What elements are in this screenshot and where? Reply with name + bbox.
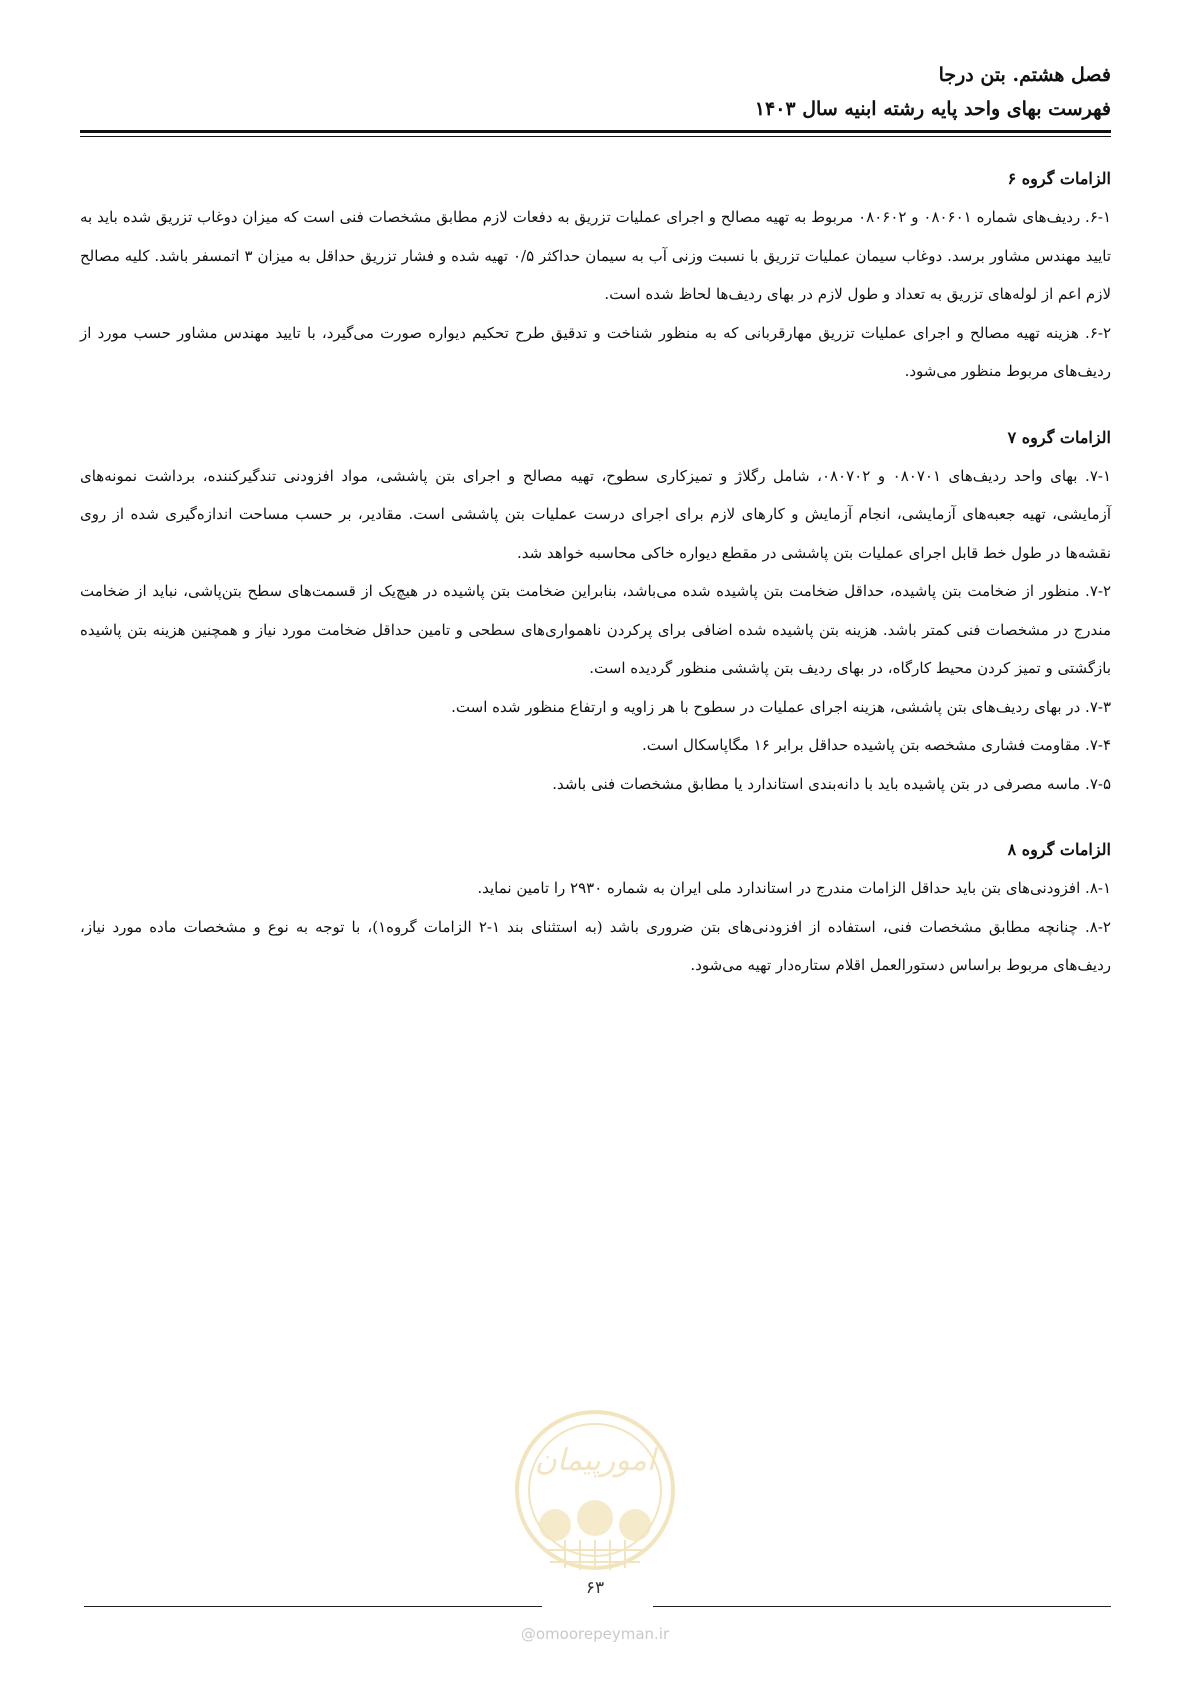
paragraph-8-2: ۸-۲. چنانچه مطابق مشخصات فنی، استفاده از افزودنی‌های بتن ضروری باشد (به استثنای بند ۱-۲ الزامات گروه۱)، با توجه به نوع و مشخصات ماده مورد نیاز، ردیف‌های مربوط براساس دستورالعمل اقلام ستاره‌دار تهیه می‌شود.: [80, 917, 1111, 974]
page-number: ۶۳: [585, 1578, 605, 1598]
paragraph-7-1: ۷-۱. بهای واحد ردیف‌های ۰۸۰۷۰۱ و ۰۸۰۷۰۲، شامل رگلاژ و تمیزکاری سطوح، تهیه مصالح و اجرای بتن پاششی، مواد افزودنی تندگیرکننده، برداشت نمونه‌های آزمایشی، تهیه جعبه‌های آزمایشی، انجام آزمایش و کارهای لازم برای اجرای درست عملیات بتن پاششی است. مقادیر، بر حسب مساحت اندازه‌گیری شده از روی نقشه‌ها در طول خط قابل اجرای عملیات بتن پاششی در مقطع دیواره خاکی محاسبه خواهد شد.: [80, 466, 1112, 562]
section-group-8: [80, 831, 1111, 985]
watermark-logo-icon: [505, 1400, 685, 1580]
document-title: فهرست بهای واحد پایه رشته ابنیه سال ۱۴۰۳: [754, 98, 1111, 120]
paragraph-7-4: ۷-۴. مقاومت فشاری مشخصه بتن پاشیده حداقل برابر ۱۶ مگاپاسکال است.: [641, 736, 1111, 754]
footer-divider-left: [84, 1606, 542, 1607]
section-group-6: [80, 160, 1111, 391]
page-header: [80, 58, 1111, 126]
document-body: [80, 160, 1111, 1013]
watermark-url: @omoorepeyman.ir: [520, 1625, 670, 1643]
svg-text:امورپیمان: امورپیمان: [534, 1443, 656, 1478]
section-group-7: [80, 419, 1111, 804]
footer-divider-right: [653, 1606, 1111, 1607]
paragraph-8-1: ۸-۱. افزودنی‌های بتن باید حداقل الزامات مندرج در استاندارد ملی ایران به شماره ۲۹۳۰ را تامین نماید.: [477, 879, 1111, 897]
header-divider-thin: [80, 136, 1111, 137]
section-heading: الزامات گروه ۷: [1007, 427, 1111, 447]
header-divider-thick: [80, 130, 1111, 133]
section-heading: الزامات گروه ۸: [1007, 840, 1111, 859]
section-heading: الزامات گروه ۶: [1007, 169, 1111, 188]
paragraph-7-5: ۷-۵. ماسه مصرفی در بتن پاشیده باید با دانه‌بندی استاندارد یا مطابق مشخصات فنی باشد.: [552, 774, 1111, 793]
paragraph-6-1: ۶-۱. ردیف‌های شماره ۰۸۰۶۰۱ و ۰۸۰۶۰۲ مربوط به تهیه مصالح و اجرای عملیات تزریق به دفعات لازم مطابق مشخصات فنی است که میزان دوغاب تزریق شده باید به تایید مهندس مشاور برسد. دوغاب سیمان عملیات تزریق با نسبت وزنی آب به سیمان حداکثر ۰/۵ تهیه شده و فشار تزریق حداقل به میزان ۳ اتمسفر باشد. کلیه مصالح لازم اعم از لوله‌های تزریق به تعداد و طول لازم در بهای ردیف‌ها لحاظ شده است.: [80, 208, 1112, 303]
paragraph-6-2: ۶-۲. هزینه تهیه مصالح و اجرای عملیات تزریق مهارقربانی که به منظور شناخت و تدقیق طرح تحکیم دیواره صورت می‌گیرد، با تایید مهندس مشاور حسب مورد از ردیف‌های مربوط منظور می‌شود.: [80, 323, 1111, 380]
chapter-title: فصل هشتم. بتن درجا: [938, 64, 1111, 86]
paragraph-7-2: ۷-۲. منظور از ضخامت بتن پاشیده، حداقل ضخامت بتن پاشیده شده می‌باشد، بنابراین ضخامت بتن پاشیده در هیچ‌یک از قسمت‌های سطح بتن‌پاشی، نباید از ضخامت مندرج در مشخصات فنی کمتر باشد. هزینه بتن پاشیده شده اضافی برای پرکردن ناهمواری‌های سطحی و تامین حداقل ضخامت مورد نیاز و همچنین هزینه بتن پاشیده بازگشتی و تمیز کردن محیط کارگاه، در بهای ردیف بتن پاششی منظور گردیده است.: [80, 582, 1111, 677]
paragraph-7-3: ۷-۳. در بهای ردیف‌های بتن پاششی، هزینه اجرای عملیات در سطوح با هر زاویه و ارتفاع منظور شده است.: [451, 697, 1111, 716]
